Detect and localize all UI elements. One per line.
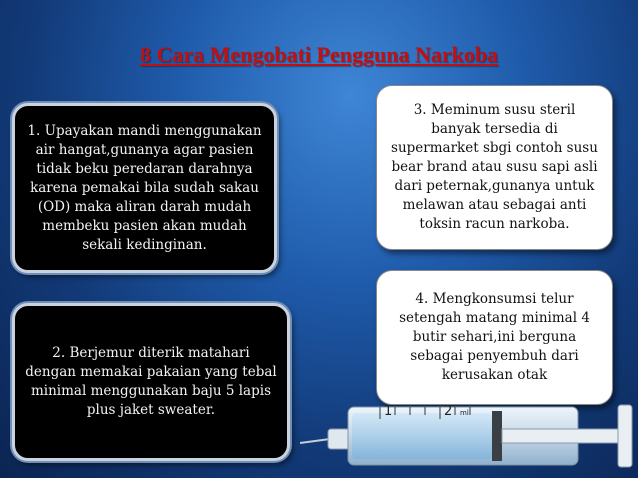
syringe-illustration (300, 385, 638, 478)
syringe-hub (328, 429, 350, 449)
syringe-label-1: 1 (384, 404, 393, 419)
tip-text-2: 2. Berjemur diterik matahari dengan memakai pakaian yang tebal minimal menggunakan baju 5 lapis plus jaket sweater. (25, 345, 277, 418)
syringe-plunger-tip (492, 411, 502, 461)
syringe-needle (300, 439, 330, 443)
tip-text-1: 1. Upayakan mandi menggunakan air hangat,gunanya agar pasien tidak beku peredaran darahnya karena pemakai bila sudah sakau (OD) maka aliran darah mudah membeku pasien akan mudah sekali kedinginan. (27, 122, 262, 253)
syringe-unit-label: ml (460, 409, 469, 417)
syringe-liquid (352, 413, 492, 459)
tip-box-2 (12, 303, 290, 461)
tip-box-3 (376, 85, 613, 250)
tip-text-4: 4. Mengkonsumsi telur setengah matang minimal 4 butir sehari,ini berguna sebagai penyembuh dari kerusakan otak (399, 291, 590, 383)
syringe-plunger-head (618, 405, 632, 467)
syringe-label-2: 2 (444, 404, 453, 419)
slide-title: 8 Cara Mengobati Pengguna Narkoba (139, 42, 499, 67)
tip-text-3: 3. Meminum susu steril banyak tersedia di supermarket sbgi contoh susu bear brand atau susu sapi asli dari peternak,gunanya untuk melawan atau sebagai anti toksin racun narkoba. (391, 102, 598, 232)
tip-box-1 (12, 103, 277, 273)
syringe-plunger-rod (502, 429, 622, 443)
